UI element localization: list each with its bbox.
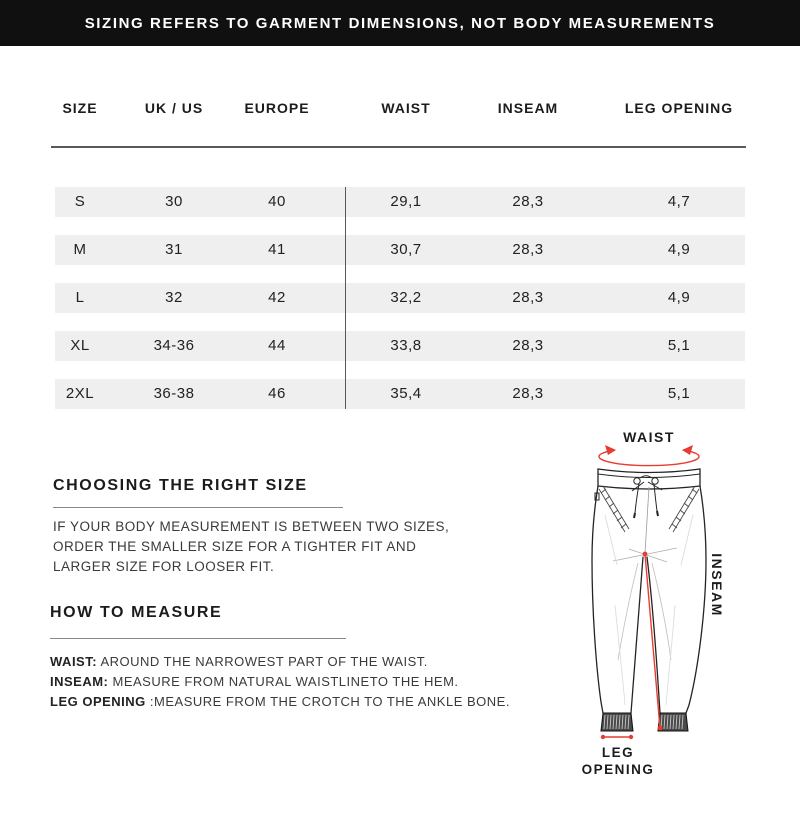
table-cell: 32,2 [390,289,422,306]
table-cell: L [75,289,85,306]
waist-label: WAIST [623,429,675,445]
table-cell: 40 [268,193,286,210]
column-header: LEG OPENING [624,100,734,116]
paragraph-line: IF YOUR BODY MEASUREMENT IS BETWEEN TWO SIZES, [53,519,450,534]
column-header: WAIST [381,100,431,116]
table-cell: 29,1 [390,193,422,210]
choosing-size-paragraph [53,517,449,577]
how-to-measure-rule [50,638,346,639]
leg-opening-label-line1: LEG [601,745,635,760]
table-cell: 4,9 [667,241,691,258]
table-cell: 35,4 [390,385,422,402]
paragraph-line: LARGER SIZE FOR LOOSER FIT. [53,559,275,574]
table-column-divider [345,187,346,409]
table-cell: XL [70,337,90,354]
table-cell: M [73,241,87,258]
table-cell: 2XL [65,385,95,402]
column-header: UK / US [144,100,204,116]
leg-opening-label-line2: OPENING [581,762,655,777]
how-to-measure-title: HOW TO MEASURE [50,604,223,621]
paragraph-line: ORDER THE SMALLER SIZE FOR A TIGHTER FIT AND [53,539,417,554]
table-cell: 34-36 [153,337,195,354]
table-row [55,187,745,217]
table-cell: 28,3 [512,193,544,210]
inseam-label: INSEAM [709,553,725,617]
drawstring [632,476,662,518]
choosing-size-rule [53,507,343,508]
table-cell: S [74,193,86,210]
left-cuff [601,713,633,731]
column-header: EUROPE [244,100,310,116]
measure-item-label: WAIST: [50,654,98,669]
table-cell: 5,1 [667,385,691,402]
table-cell: 28,3 [512,289,544,306]
table-cell: 41 [268,241,286,258]
sizing-disclaimer-text: SIZING REFERS TO GARMENT DIMENSIONS, NOT BODY MEASUREMENTS [84,14,716,32]
measure-item: LEG OPENING :MEASURE FROM THE CROTCH TO THE ANKLE BONE. [50,694,510,709]
table-cell: 31 [165,241,183,258]
column-header: SIZE [62,100,98,116]
table-cell: 32 [165,289,183,306]
table-row [55,331,745,361]
table-cell: 4,7 [667,193,691,210]
table-cell: 33,8 [390,337,422,354]
measure-item: WAIST: AROUND THE NARROWEST PART OF THE WAIST. [50,654,428,669]
measure-item-label: INSEAM: [50,674,109,689]
choosing-size-title: CHOOSING THE RIGHT SIZE [53,477,308,494]
leg-opening-measure-line [601,735,633,739]
table-cell: 28,3 [512,337,544,354]
table-cell: 42 [268,289,286,306]
table-header-rule [51,146,746,148]
waist-measure-arrow-icon [599,445,699,466]
table-cell: 28,3 [512,385,544,402]
table-row [55,283,745,313]
table-cell: 5,1 [667,337,691,354]
right-cuff [658,713,688,731]
table-row [55,235,745,265]
table-cell: 46 [268,385,286,402]
table-cell: 36-38 [153,385,195,402]
column-header: INSEAM [497,100,559,116]
measure-item-label: LEG OPENING [50,694,146,709]
table-cell: 28,3 [512,241,544,258]
sizing-disclaimer-banner [0,0,800,46]
table-cell: 30 [165,193,183,210]
table-cell: 30,7 [390,241,422,258]
table-cell: 44 [268,337,286,354]
pants-measurement-diagram [555,405,800,805]
measure-instructions [50,652,510,712]
table-cell: 4,9 [667,289,691,306]
measure-item: INSEAM: MEASURE FROM NATURAL WAISTLINETO THE HEM. [50,674,459,689]
